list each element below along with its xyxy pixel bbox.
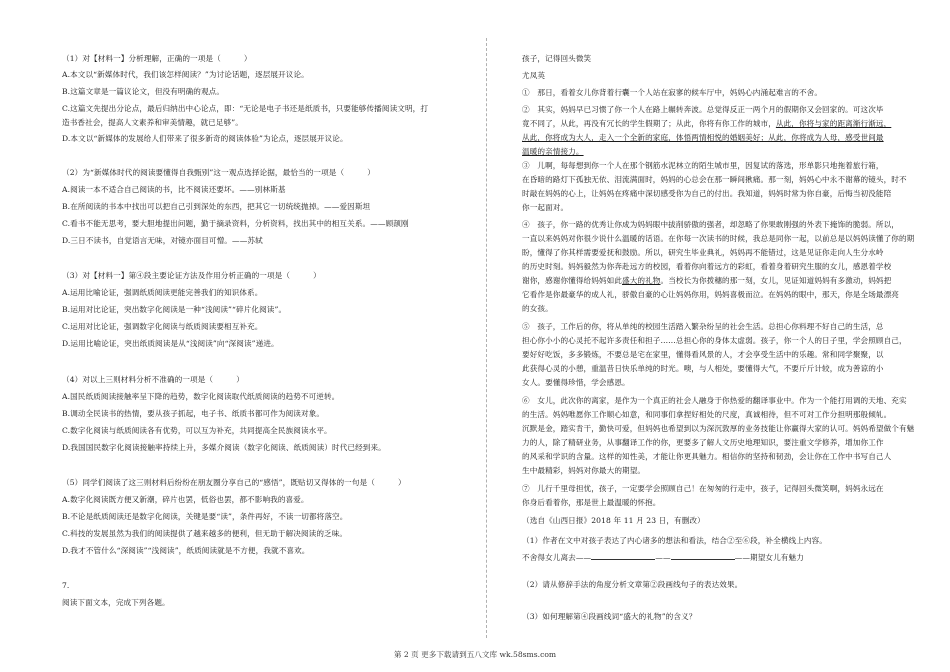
q2-option-a: A.阅读一本不适合自己阅读的书，比不阅读还要坏。——别林斯基	[62, 185, 286, 194]
question-2-stem: （2）为“新媒体时代的阅读要懂得自我甄别”这一观点选择论据，最恰当的一项是（ ）	[62, 168, 375, 177]
paragraph-2-line-2: 竟不同了，从此，再没有冗长的学生假期了；从此，你将有你工作的城市，从此，你将与家的距离渐行渐远，	[522, 119, 892, 128]
q5-option-a: A.数字化阅读既方便又新潮，碎片也罢，低俗也罢，都不影响我的喜爱。	[62, 495, 309, 504]
paragraph-6-line-6: 生中最精彩，妈妈对你最大的期望。	[522, 466, 646, 475]
q2-option-d: D.三日不读书，自觉语言无味，对镜亦面目可憎。——苏轼	[62, 236, 263, 245]
paragraph-2-line-3: 从此，你将成为大人，走入一个全新的家庭，体悟两情相悦的婚姻美好；从此，你将成为人母，感受世间最	[522, 133, 884, 142]
q1-option-b: B.这篇文章是一篇议论文，但没有明确的观点。	[62, 87, 225, 96]
paragraph-5-line-2: 担心你小小的心灵托不起许多责任和担子……总担心你的身体太虚弱。孩子，你一个人的日子里，学会照顾自己，	[522, 336, 907, 345]
paragraph-4-line-3: 盼，懂得了你其样需要爱抚和鼓励。所以，研究生毕业典礼，妈妈再不能错过，这是见证你走向人生分水岭	[522, 248, 884, 257]
paragraph-4-line-5: 谢你，感谢你懂得给妈妈如此盛大的礼物。当校长为你拨穗的那一刻，女儿，见证知道妈妈有多激动，妈妈把	[522, 276, 892, 285]
underlined-phrase: 盛大的礼物	[622, 276, 661, 285]
q1-option-a: A.本文以“新媒体时代，我们该怎样阅读？”为讨论话题，逐层展开议论。	[62, 70, 309, 79]
q3-option-b: B.运用对比论证，突出数字化阅读是一种“浅阅读”“碎片化阅读”。	[62, 305, 287, 314]
page-footer: 第 2 页 更多下载请到五八文库 wk.58sms.com	[393, 650, 557, 659]
paragraph-6-line-3: 沉默是金，踏实肯干，勤快可爱，但妈妈也希望到以为深沉敦厚的业务技能让你赢得大家的认可。妈妈希望做个有魅	[522, 424, 915, 433]
reading-q1-stem: （1）作者在文中对孩子表达了内心诸多的想法和看法，结合②至⑥段，补全横线上内容。	[522, 536, 827, 545]
article-title: 孩子，记得回头微笑	[522, 54, 592, 63]
q3-option-c: C.运用对比论证，强调数字化阅读与纸质阅读要相互补充。	[62, 322, 263, 331]
paragraph-4-line-6: 它看作是你最豪华的成人礼，骄傲自豪的心让妈妈你用，妈妈喜极而泣。在妈妈的眼中，那天，你是全场最漂亮	[522, 290, 899, 299]
answer-blank-1[interactable]	[591, 551, 655, 560]
q3-option-a: A.运用比喻论证，强调纸质阅读更能完善我们的知识体系。	[62, 288, 263, 297]
paragraph-4-line-7: 的女孩。	[522, 304, 553, 313]
paragraph-3-line-4: 你一起面对。	[522, 203, 569, 212]
question-7-instruction: 阅读下面文本，完成下列各题。	[62, 598, 170, 607]
paragraph-4-line-1: ④ 孩子，你一路的优秀让你成为妈妈眼中拔削骄傲的强者，却忽略了你果敢刚强的外表下掩饰的脆弱。所以，	[522, 220, 899, 229]
paragraph-2-line-1: ② 其实，妈妈早已习惯了你一个人在路上辗转奔波。总觉得反正一两个月的假期你又会回家的。可这次毕	[522, 105, 884, 114]
paragraph-3-line-3: 时敲在妈妈的心上，让妈妈在疼痛中深切感受你为自己的付出。我知道，妈妈时常为你自豪，后悔当初没能陪	[522, 189, 892, 198]
question-7-number: 7.	[62, 581, 70, 590]
paragraph-4-line-2: 一直以来妈妈对你很少说什么温暖的话语。在你每一次读书的时候，我总是同你一起，以前总是以妈妈读懂了你的期	[522, 234, 915, 243]
q4-option-d: D.我国国民数字化阅读接触率持续上升，多媒介阅读（数字化阅读、纸质阅读）时代已经到来。	[62, 443, 386, 452]
q1-option-c: C.这篇文先提出分论点，最后归纳出中心论点，即：“无论是电子书还是纸质书，只要能够传播阅读文明，打	[62, 104, 429, 113]
reading-q3-stem: （3）如何理解第④段画线词“盛大的礼物”的含义？	[522, 612, 697, 621]
q2-option-c: C.看书不能无思考，要大胆地提出问题，勤于摘录资料，分析资料，找出其中的相互关系。——顾颉刚	[62, 219, 409, 228]
q2-option-b: B.在所阅读的书本中找出可以把自己引到深处的东西，把其它一切统统抛掉。——爱因斯坦	[62, 202, 371, 211]
paragraph-5-line-3: 要好好吃饭，多多锻炼，不要总是宅在家里，懂得看风景的人，才会享受生活中的乐趣。常和同学聚聚，以	[522, 350, 884, 359]
paragraph-6-line-1: ⑥ 女儿，此次你的离家，是作为一个真正的社会人融身于你热爱的翻译事业中。作为一个能打用调的天地、充实	[522, 396, 907, 405]
paragraph-6-line-5: 的风采和学识的含量。这样的知性美，才能让你更具魅力。相信你的坚持和韧劲，会让你在工作中书写自己人	[522, 452, 892, 461]
question-5-stem: （5）同学们阅读了这三则材料后纷纷在朋友圈分享自己的“感悟”，既贴切又得体的一句是（ ）	[62, 478, 406, 487]
paragraph-5-line-4: 此获得心灵的小憩，重温昔日快乐单纯的时光。噢，与人相处，要懂得大气，不要斤斤计较，成为善谅的小	[522, 364, 884, 373]
paragraph-2-line-4: 温暖的亲情接力。	[522, 147, 584, 156]
q3-option-d: D.运用比喻论证，突出纸质阅读是从“浅阅读”向“深阅读”递进。	[62, 339, 279, 348]
paragraph-7-line-1: ⑦ 儿行千里母担忧，孩子，一定要学会照顾自己！在匆匆的行走中，孩子，记得回头微笑啊，妈妈永远在	[522, 484, 884, 493]
paragraph-1: ① 那日，看着女儿你背着行囊一个人站在寂寥的候车厅中，妈妈心内涌起难言的不舍。	[522, 88, 823, 97]
q4-option-a: A.国民纸质阅读接触率呈下降的趋势，数字化阅读取代纸质阅读的趋势不可逆转。	[62, 392, 340, 401]
q5-option-c: C.科技的发展虽然为我们的阅读提供了越来越多的便利，但无助于解决阅读的乏味。	[62, 529, 348, 538]
paragraph-3-line-2: 在昏暗的路灯下孤独无依、泪流满面时，妈妈的心总会在那一瞬间揪痛。那一刻，妈妈心中永不谢幕的镜头，时不	[522, 175, 907, 184]
paragraph-7-line-2: 你身后看着你，那是世上最温暖的怀抱。	[522, 498, 661, 507]
paragraph-4-line-4: 的历史时刻。妈妈毅然为你奔赴远方的校园，看着你向着远方的彩虹，看着身着研究生服的女儿，感恩着学校	[522, 262, 892, 271]
article-source: （选自《山西日报》2018 年 11 月 23 日，有删改）	[522, 516, 705, 525]
paragraph-6-line-4: 力的人，除了精研业务，从事翻译工作的你，更要多了解人文历史地理知识，要注重文学修养，增加你工作	[522, 438, 884, 447]
question-3-stem: （3）对【材料一】第④段主要论证方法及作用分析正确的一项是（ ）	[62, 271, 321, 280]
q1-option-d: D.本文以“新媒体的发展给人们带来了很多新奇的阅读体验”为论点，逐层展开议论。	[62, 134, 348, 143]
paragraph-5-line-1: ⑤ 孩子，工作后的你，将从单纯的校园生活踏入繁杂纷呈的社会生活。总担心你料理不好自己的生活，总	[522, 322, 884, 331]
q5-option-d: D.我才不管什么“深阅读”“浅阅读”，纸质阅读就是不方便，我就不喜欢。	[62, 546, 310, 555]
paragraph-6-line-2: 的生活。妈妈唯愿你工作顺心如意，和同事们拿捏好相处的尺度，真诚相待，但不可对工作分担明那般倾轧。	[522, 410, 892, 419]
q4-option-c: C.数字化阅读与纸质阅读各有优势，可以互为补充，共同提高全民族阅读水平。	[62, 426, 332, 435]
question-4-stem: （4）对以上三则材料分析不准确的一项是（ ）	[62, 375, 244, 384]
q1-option-c-cont: 造书香社会，提高人文素养和审美情趣，就已足够”。	[62, 118, 243, 127]
question-1-stem: （1）对【材料一】分析理解，正确的一项是（ ）	[62, 54, 252, 63]
underlined-sentence: 从此，你将与家的距离渐行渐远，	[775, 119, 892, 128]
answer-blank-2[interactable]	[671, 551, 735, 560]
article-author: 尤凤英	[522, 71, 546, 80]
reading-q1-fill-line: 不舍得女儿离去—— —— ——期望女儿有魅力	[522, 553, 804, 562]
column-divider	[486, 38, 487, 638]
q5-option-b: B.不论是纸质阅读还是数字化阅读，关键是要“读”，条件再好，不读一切都将落空。	[62, 512, 348, 521]
q4-option-b: B.调动全民读书的热情，要从孩子抓起，电子书、纸质书都可作为阅读对象。	[62, 409, 325, 418]
reading-q2-stem: （2）请从修辞手法的角度分析文章第②段画线句子的表达效果。	[522, 580, 743, 589]
paragraph-5-line-5: 女人。要懂得珍惜，学会感恩。	[522, 378, 630, 387]
paragraph-3-line-1: ③ 儿啊，每每想到你一个人在那个钢筋水泥林立的陌生城市里，因复试的落选，形单影只地拖着旅行箱，	[522, 161, 884, 170]
